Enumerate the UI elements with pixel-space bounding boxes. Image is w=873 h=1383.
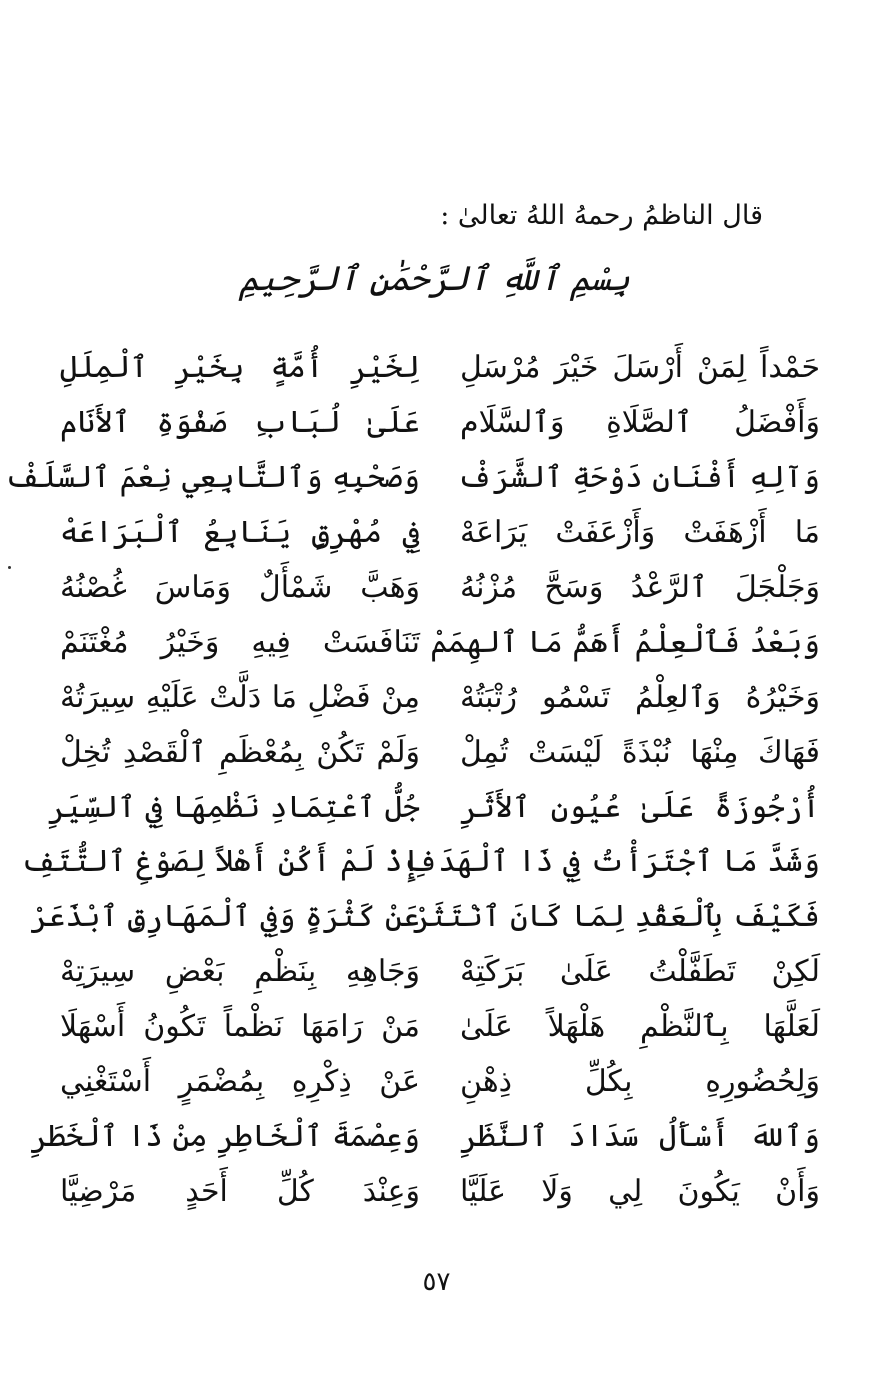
verse-row [60, 615, 820, 670]
verse-row [30, 890, 820, 945]
verse-left-hemistich: وَصَحْبِهِ وَٱلتَّابِعِي نِعْمَ ٱلسَّلَفْ [4, 460, 420, 496]
poem [4, 341, 820, 1241]
verse-left-hemistich: جُلُّ ٱعْتِمَادِ نَظْمِهَا فِي ٱلسِّيَرِ [47, 789, 420, 825]
verse-right-hemistich: وَٱللهَ أَسْأَلُ سَدَادَ ٱلنَّظَرِ [460, 1118, 820, 1154]
verse-left-hemistich: وَهَبَّ شَمْأَلٌ وَمَاسَ غُصْنُهُ [60, 570, 420, 605]
verse-right-hemistich: وَآلِهِ أَفْنَانِ دَوْحَةِ ٱلشَّرَفْ [457, 460, 820, 496]
verse-row [60, 561, 820, 616]
page-number: ٥٧ [422, 1267, 451, 1297]
verse-row [60, 506, 820, 561]
verse-right-hemistich: وَأَفْضَلُ ٱلصَّلَاةِ وَٱلسَّلَام [460, 405, 820, 441]
verse-right-hemistich: لَعَلَّهَا بِٱلنَّظْمِ هَلْهَلاً عَلَىٰ [460, 1009, 820, 1045]
verse-left-hemistich: عَنْ كَثْرَةٍ وَفِي ٱلْمَهَارِقِ ٱبْذَعَرْ [30, 899, 420, 935]
verse-right-hemistich: وَشَدَّ مَا ٱجْتَرَأْتُ فِي ذَا ٱلْهَدَفِ [403, 844, 820, 880]
verse-right-hemistich: وَخَيْرُهُ وَٱلعِلْمُ تَسْمُو رُتْبَتُهْ [460, 679, 820, 715]
verse-left-hemistich: وَلَمْ تَكُنْ بِمُعْظَمِ ٱلْقَصْدِ تُخِلْ [60, 734, 420, 770]
verse-right-hemistich: مَا أَزْهَفَتْ وَأَزْعَفَتْ يَرَاعَهْ [460, 515, 820, 551]
verse-row [30, 1109, 820, 1164]
verse-right-hemistich: حَمْداً لِمَنْ أَرْسَلَ خَيْرَ مُرْسَلِ [460, 350, 820, 386]
verse-left-hemistich: وَعِنْدَ كُلِّ أَحَدٍ مَرْضِيَّا [60, 1173, 420, 1209]
verse-left-hemistich: وَجَاهِهِ بِنَظْمِ بَعْضِ سِيرَتِهْ [60, 954, 420, 990]
intro-line: قال الناظمُ رحمهُ اللهُ تعالىٰ : [440, 200, 763, 231]
verse-left-hemistich: فِي مُهْرِقٍ يَنَابِعُ ٱلْبَرَاعَهْ [60, 515, 420, 551]
verse-left-hemistich: تَنَافَسَتْ فِيهِ وَخَيْرُ مُغْتَنَمْ [60, 624, 420, 660]
verse-left-hemistich: عَنْ ذِكْرِهِ بِمُضْمَرٍ أَسْتَغْنِي [60, 1064, 420, 1100]
verse-right-hemistich: فَكَيْفَ بِٱلْعَقْدِ لِمَا كَانَ ٱنْتَثَرْ [412, 899, 820, 935]
verse-right-hemistich: أُرْجُوزَةً عَلَىٰ عُيُونِ ٱلأَثَرِ [460, 789, 820, 825]
verse-right-hemistich: لَكِنْ تَطَفَّلْتُ عَلَىٰ بَرَكَتِهْ [460, 954, 820, 990]
verse-left-hemistich: وَعِصْمَةَ ٱلْخَاطِرِ مِنْ ذَا ٱلْخَطَرِ [30, 1118, 420, 1154]
basmala-calligraphy: بِسْمِ ٱللَّهِ ٱلرَّحْمَٰنِ ٱلرَّحِيمِ [238, 259, 630, 299]
verse-row [47, 780, 820, 835]
verse-right-hemistich: فَهَاكَ مِنْهَا نُبْذَةً لَيْسَتْ تُمِلْ [460, 734, 820, 770]
verse-row [60, 1055, 820, 1110]
verse-left-hemistich: مَنْ رَامَهَا نَظْماً تَكُونُ أَسْهَلَا [60, 1009, 420, 1045]
verse-right-hemistich: وَبَعْدُ فَٱلْعِلْمُ أَهَمُّ مَا ٱلهِمَمْ [430, 624, 820, 660]
verse-row [60, 725, 820, 780]
verse-right-hemistich: وَجَلْجَلَ ٱلرَّعْدُ وَسَحَّ مُزْنُهُ [460, 570, 820, 605]
verse-row [20, 835, 820, 890]
verse-row [60, 1000, 820, 1055]
verse-left-hemistich: مِنْ فَضْلِ مَا دَلَّتْ عَلَيْهِ سِيرَتُهْ [60, 679, 420, 715]
verse-row [60, 945, 820, 1000]
verse-row [60, 1164, 820, 1219]
verse-row [60, 396, 820, 451]
verse-left-hemistich: عَلَىٰ لُبَابِ صَفْوَةِ ٱلأَنَام [60, 405, 420, 441]
scan-speck [8, 566, 11, 569]
verse-row [4, 451, 820, 506]
verse-row [60, 670, 820, 725]
verse-row [60, 341, 820, 396]
verse-left-hemistich: إِذْ لَمْ أَكُنْ أَهْلاً لِصَوْغِ ٱلتُّتَفِ [20, 844, 420, 880]
verse-right-hemistich: وَأَنْ يَكُونَ لِي وَلَا عَلَيَّا [460, 1173, 820, 1209]
verse-right-hemistich: وَلِحُضُورِهِ بِكُلِّ ذِهْنِ [460, 1064, 820, 1100]
verse-left-hemistich: لِخَيْرِ أُمَّةٍ بِخَيْرِ ٱلْمِلَلِ [60, 350, 420, 386]
